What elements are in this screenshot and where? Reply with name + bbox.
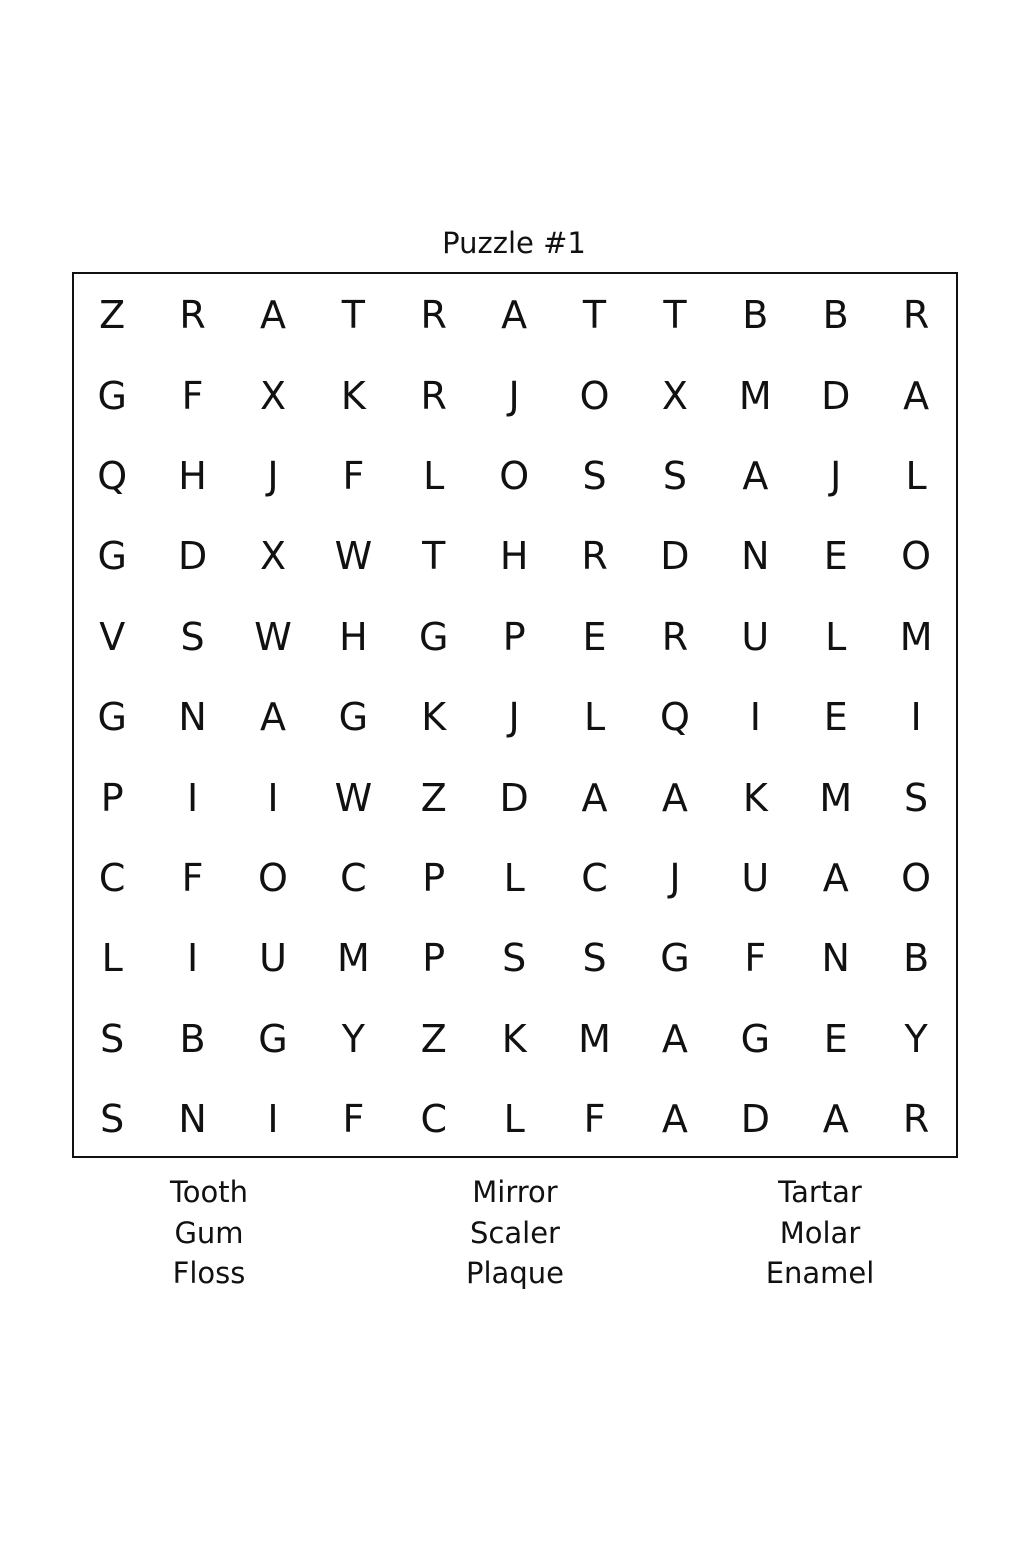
grid-cell[interactable]: I [186, 775, 199, 820]
grid-cell[interactable]: P [502, 614, 526, 659]
word-list-item: Mirror [472, 1175, 558, 1209]
grid-cell[interactable]: J [669, 855, 681, 900]
grid-cell[interactable]: R [902, 1097, 930, 1142]
grid-cell[interactable]: Z [420, 1016, 447, 1061]
grid-cell[interactable]: J [830, 453, 842, 498]
grid-cell[interactable]: P [422, 936, 446, 981]
grid-cell[interactable]: I [186, 936, 199, 981]
puzzle-title: Puzzle #1 [442, 226, 586, 260]
grid-cell[interactable]: U [259, 936, 287, 981]
grid-cell[interactable]: Z [420, 775, 447, 820]
grid-cell[interactable]: H [178, 453, 207, 498]
grid-cell[interactable]: S [582, 453, 607, 498]
grid-cell[interactable]: R [902, 293, 930, 338]
grid-cell[interactable]: G [258, 1016, 288, 1061]
grid-cell[interactable]: F [181, 373, 204, 418]
grid-cell[interactable]: T [582, 293, 607, 338]
grid-cell[interactable]: I [267, 1097, 279, 1142]
grid-cell[interactable]: A [661, 775, 688, 820]
grid-cell[interactable]: A [259, 293, 286, 338]
grid-cell[interactable]: B [179, 1016, 206, 1061]
word-list-column [365, 1172, 665, 1294]
grid-cell[interactable]: K [742, 775, 768, 820]
grid-cell[interactable]: E [582, 614, 607, 659]
grid-cell[interactable]: G [740, 1016, 771, 1061]
grid-cell[interactable]: O [901, 534, 932, 579]
grid-cell[interactable]: N [178, 695, 207, 740]
grid-cell[interactable]: B [822, 293, 849, 338]
grid-cell[interactable]: B [742, 293, 769, 338]
grid-cell[interactable]: F [342, 1097, 365, 1142]
grid-cell[interactable]: F [744, 936, 767, 981]
grid-cell[interactable]: J [508, 373, 520, 418]
grid-cell[interactable]: Y [341, 1016, 365, 1061]
grid-cell[interactable]: B [903, 936, 930, 981]
grid-cell[interactable]: G [338, 695, 369, 740]
grid-cell[interactable]: W [254, 614, 292, 659]
grid-cell[interactable]: E [823, 534, 848, 579]
grid-cell[interactable]: E [823, 695, 848, 740]
grid-cell[interactable]: C [340, 855, 367, 900]
grid-cell[interactable]: S [100, 1097, 125, 1142]
grid-cell[interactable]: D [177, 534, 208, 579]
word-list-item: Enamel [765, 1256, 875, 1290]
word-list-column [59, 1172, 359, 1294]
grid-cell[interactable]: R [420, 373, 447, 418]
grid-cell[interactable]: R [420, 293, 447, 338]
grid-cell[interactable]: R [661, 614, 689, 659]
word-list-item: Tooth [169, 1175, 249, 1209]
grid-cell[interactable]: C [420, 1097, 448, 1142]
grid-cell[interactable]: N [821, 936, 850, 981]
word-list-item: Plaque [466, 1256, 564, 1290]
grid-cell[interactable]: L [825, 614, 847, 659]
grid-cell[interactable]: S [662, 453, 687, 498]
grid-cell[interactable]: L [423, 453, 445, 498]
grid-cell[interactable]: E [823, 1016, 848, 1061]
grid-cell[interactable]: R [179, 293, 206, 338]
grid-cell[interactable]: S [502, 936, 527, 981]
grid-cell[interactable]: T [422, 534, 446, 579]
grid-cell[interactable]: G [419, 614, 449, 659]
word-list-item: Scaler [470, 1215, 560, 1250]
grid-cell[interactable]: A [259, 695, 286, 740]
word-list [56, 1172, 974, 1302]
grid-cell[interactable]: S [582, 936, 607, 981]
grid-cell[interactable]: L [905, 453, 927, 498]
grid-cell[interactable]: Y [904, 1016, 928, 1061]
grid-cell[interactable]: K [340, 373, 366, 418]
grid-cell[interactable]: S [100, 1016, 125, 1061]
grid-cell[interactable]: I [267, 775, 279, 820]
grid-cell[interactable]: K [501, 1016, 527, 1061]
word-list-item: Floss [172, 1256, 246, 1290]
grid-cell[interactable]: A [903, 373, 930, 418]
grid-cell[interactable]: O [499, 453, 530, 498]
grid-cell[interactable]: R [581, 534, 608, 579]
grid-cell[interactable]: U [741, 855, 770, 900]
grid-cell[interactable]: J [267, 453, 279, 498]
grid-cell[interactable]: O [579, 373, 610, 418]
grid-cell[interactable]: S [180, 614, 205, 659]
grid-cell[interactable]: C [98, 855, 126, 900]
grid-cell[interactable]: D [660, 534, 690, 579]
grid-cell[interactable]: N [741, 534, 770, 579]
grid-cell[interactable]: G [97, 373, 127, 418]
grid-cell[interactable]: M [738, 373, 772, 418]
grid-cell[interactable]: U [741, 614, 770, 659]
grid-cell[interactable]: F [583, 1097, 606, 1142]
letter-grid [72, 275, 954, 1159]
grid-cell[interactable]: N [178, 1097, 207, 1142]
grid-cell[interactable]: P [422, 855, 446, 900]
word-list-column [670, 1172, 970, 1294]
grid-cell[interactable]: G [97, 695, 127, 740]
grid-cell[interactable]: A [742, 453, 769, 498]
grid-cell[interactable]: M [899, 614, 933, 659]
grid-cell[interactable]: G [660, 936, 690, 981]
grid-cell[interactable]: A [501, 293, 528, 338]
grid-cell[interactable]: D [499, 775, 529, 820]
grid-cell[interactable]: A [822, 1097, 849, 1142]
grid-cell[interactable]: X [259, 373, 286, 418]
grid-cell[interactable]: L [583, 695, 606, 740]
word-list-item: Molar [779, 1215, 861, 1250]
grid-cell[interactable]: C [581, 855, 608, 900]
grid-cell[interactable]: H [339, 614, 368, 659]
grid-cell[interactable]: G [97, 534, 127, 579]
grid-cell[interactable]: O [901, 855, 932, 900]
grid-cell[interactable]: H [499, 534, 529, 579]
grid-cell[interactable]: M [819, 775, 853, 820]
grid-cell[interactable]: A [822, 855, 849, 900]
grid-cell[interactable]: F [181, 855, 204, 900]
grid-cell[interactable]: I [749, 695, 761, 740]
grid-cell[interactable]: L [503, 855, 525, 900]
grid-cell[interactable]: Q [97, 453, 128, 498]
grid-cell[interactable]: L [503, 1097, 525, 1142]
grid-cell[interactable]: T [663, 293, 687, 338]
grid-cell[interactable]: K [421, 695, 447, 740]
grid-cell[interactable]: X [259, 534, 286, 579]
grid-cell[interactable]: A [661, 1097, 688, 1142]
grid-cell[interactable]: X [661, 373, 688, 418]
grid-cell[interactable]: F [342, 453, 365, 498]
grid-cell[interactable]: M [578, 1016, 611, 1061]
grid-cell[interactable]: A [661, 1016, 688, 1061]
grid-cell[interactable]: W [334, 775, 373, 820]
grid-cell[interactable]: P [100, 775, 124, 820]
grid-cell[interactable]: D [821, 373, 851, 418]
grid-cell[interactable]: A [581, 775, 608, 820]
grid-cell[interactable]: L [101, 936, 123, 981]
word-list-item: Tartar [778, 1175, 862, 1209]
grid-cell[interactable]: M [336, 936, 370, 981]
grid-cell[interactable]: Q [659, 695, 690, 740]
grid-cell[interactable]: V [99, 614, 126, 659]
grid-cell[interactable]: J [508, 695, 520, 740]
grid-cell[interactable]: W [334, 534, 373, 579]
grid-cell[interactable]: D [740, 1097, 770, 1142]
grid-cell[interactable]: O [258, 855, 288, 900]
grid-cell[interactable]: T [341, 293, 365, 338]
grid-cell[interactable]: I [910, 695, 922, 740]
grid-cell[interactable]: Z [99, 293, 126, 338]
grid-cell[interactable]: S [904, 775, 929, 820]
word-list-item: Gum [174, 1215, 244, 1250]
